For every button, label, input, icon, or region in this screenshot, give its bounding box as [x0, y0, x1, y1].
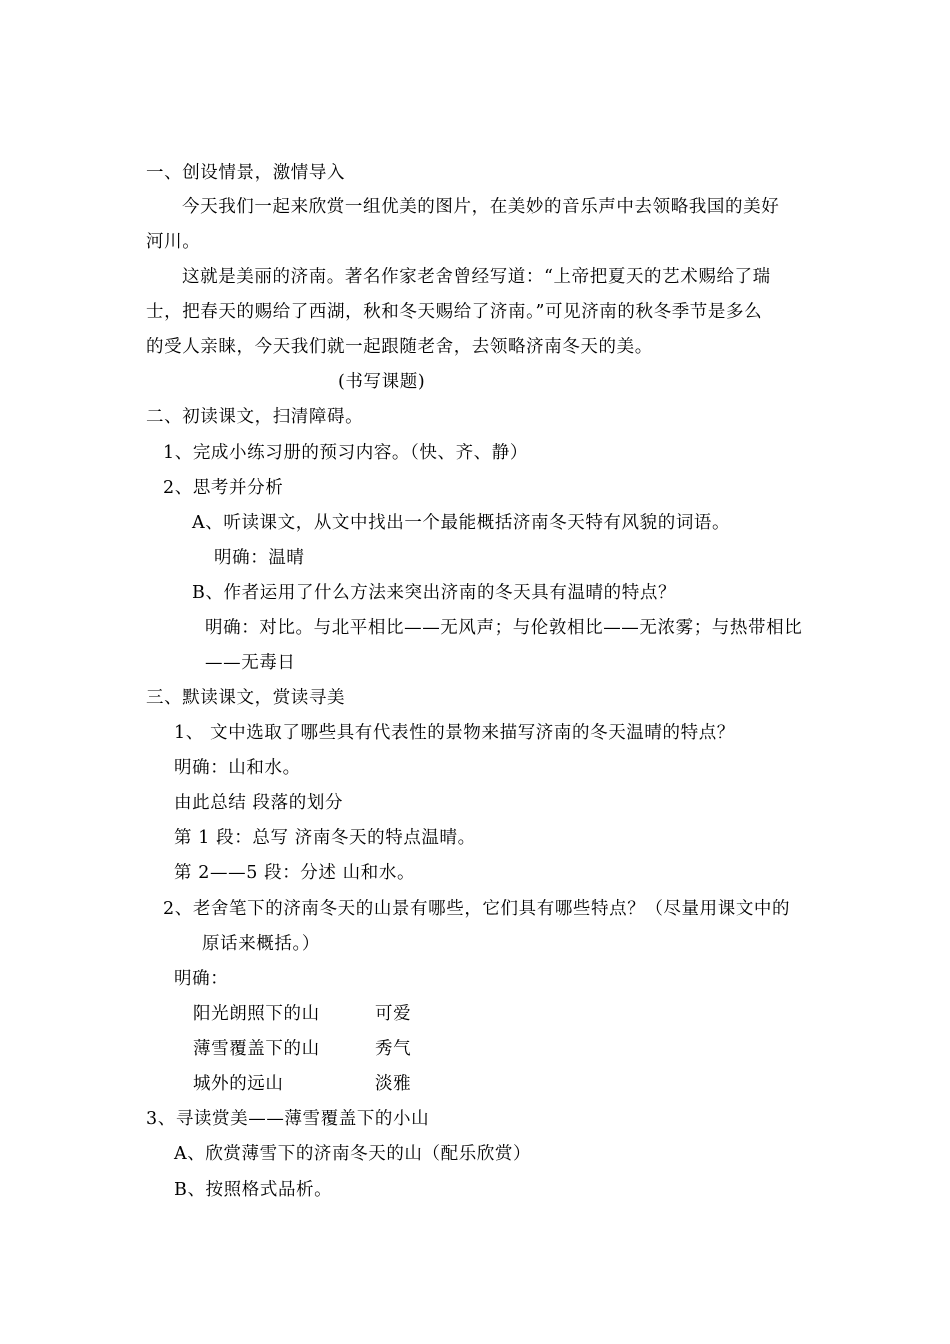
list-item: 2、思考并分析	[163, 478, 284, 498]
paragraph-line: 士，把春天的赐给了西湖，秋和冬天赐给了济南。”可见济南的秋冬季节是多么	[146, 302, 763, 322]
mountain-trait: 秀气	[375, 1039, 412, 1059]
answer-b-line: ——无毒日	[205, 653, 296, 673]
summary-line: 由此总结 段落的划分	[174, 793, 344, 813]
paragraph-division: 第 1 段：总写 济南冬天的特点温晴。	[174, 828, 476, 848]
mountain-scene: 城外的远山	[193, 1074, 284, 1094]
mountain-scene: 阳光朗照下的山	[193, 1004, 320, 1024]
paragraph-division: 第 2——5 段：分述 山和水。	[174, 863, 416, 883]
question-1: 1、 文中选取了哪些具有代表性的景物来描写济南的冬天温晴的特点？	[174, 723, 735, 743]
answer-b-line: 明确：对比。与北平相比——无风声；与伦敦相比——无浓雾；与热带相比	[205, 618, 803, 638]
section1-heading: 一、创设情景，激情导入	[146, 163, 346, 183]
title-note: (书写课题)	[338, 372, 426, 392]
section3-heading: 三、默读课文，赏读寻美	[146, 688, 346, 708]
answer-2-label: 明确：	[174, 969, 229, 989]
question-3a: A、欣赏薄雪下的济南冬天的山（配乐欣赏）	[174, 1144, 532, 1164]
question-3b: B、按照格式品析。	[174, 1180, 333, 1200]
question-b: B、作者运用了什么方法来突出济南的冬天具有温晴的特点？	[192, 583, 677, 603]
question-3: 3、寻读赏美——薄雪覆盖下的小山	[146, 1109, 430, 1129]
question-2-cont: 原话来概括。）	[202, 934, 320, 954]
mountain-trait: 可爱	[375, 1004, 412, 1024]
mountain-trait: 淡雅	[375, 1074, 412, 1094]
paragraph-line: 河川。	[146, 232, 201, 252]
mountain-scene: 薄雪覆盖下的山	[193, 1039, 320, 1059]
list-item: 1、完成小练习册的预习内容。（快、齐、静）	[163, 443, 528, 463]
question-a: A、听读课文，从文中找出一个最能概括济南冬天特有风貌的词语。	[192, 513, 731, 533]
answer-1: 明确：山和水。	[174, 758, 301, 778]
paragraph-line: 今天我们一起来欣赏一组优美的图片，在美妙的音乐声中去领略我国的美好	[182, 197, 780, 217]
paragraph-line: 的受人亲睐，今天我们就一起跟随老舍，去领略济南冬天的美。	[146, 337, 653, 357]
answer-a: 明确：温晴	[214, 548, 305, 568]
question-2: 2、老舍笔下的济南冬天的山景有哪些，它们具有哪些特点？（尽量用课文中的	[163, 899, 791, 919]
section2-heading: 二、初读课文，扫清障碍。	[146, 407, 364, 427]
paragraph-line: 这就是美丽的济南。著名作家老舍曾经写道：“上帝把夏天的艺术赐给了瑞	[182, 267, 771, 287]
